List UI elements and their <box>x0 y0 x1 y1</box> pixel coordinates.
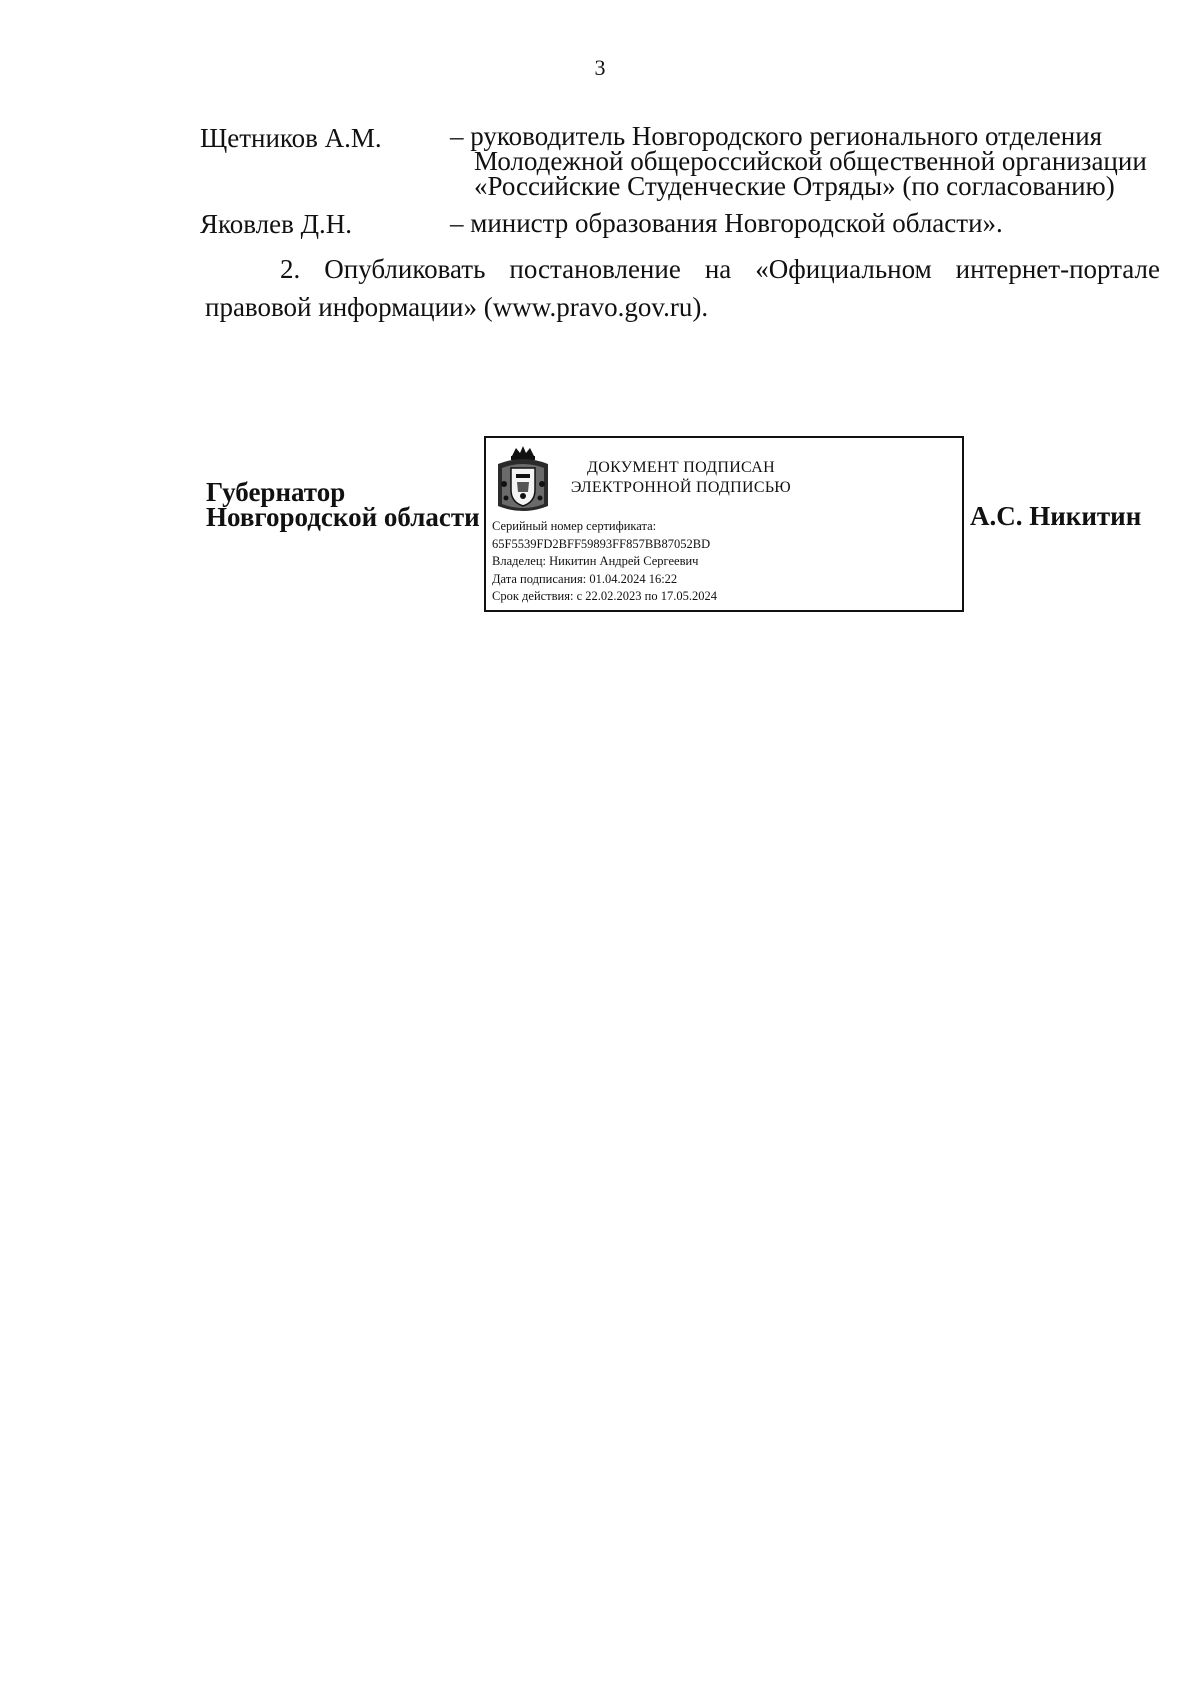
member-role-shchetnikov <box>450 121 1150 201</box>
certificate-serial-value: 65F5539FD2BFF59893FF857BB87052BD <box>492 536 711 551</box>
electronic-signature-stamp <box>484 436 964 612</box>
certificate-owner: Владелец: Никитин Андрей Сергеевич <box>492 554 699 568</box>
signatory-title-line: Губернатор <box>206 477 346 507</box>
certificate-validity: Срок действия: с 22.02.2023 по 17.05.2024 <box>492 589 717 603</box>
role-line: Молодежной общероссийской общественной организации <box>474 146 1147 176</box>
coat-of-arms-emblem-icon <box>494 444 552 516</box>
signatory-name: А.С. Никитин <box>970 501 1142 531</box>
paragraph-line: 2. Опубликовать постановление на «Официальном интернет-портале <box>280 254 1160 284</box>
certificate-serial-label: Серийный номер сертификата: <box>492 519 657 533</box>
paragraph-line: правовой информации» (www.pravo.gov.ru). <box>205 292 709 322</box>
page-number: 3 <box>594 55 606 80</box>
role-line: «Российские Студенческие Отряды» (по согласованию) <box>474 171 1115 201</box>
member-name-yakovlev: Яковлев Д.Н. <box>200 209 353 239</box>
signatory-title <box>206 477 480 532</box>
stamp-heading-line: ДОКУМЕНТ ПОДПИСАН <box>587 459 775 476</box>
signing-date: Дата подписания: 01.04.2024 16:22 <box>492 571 678 586</box>
stamp-heading <box>556 458 806 498</box>
signatory-title-line: Новгородской области <box>206 502 480 532</box>
member-role-yakovlev <box>450 208 1150 238</box>
stamp-heading-line: ЭЛЕКТРОННОЙ ПОДПИСЬЮ <box>570 479 792 496</box>
member-name-shchetnikov: Щетников А.М. <box>200 123 382 153</box>
publication-paragraph <box>205 250 1160 326</box>
role-line: – министр образования Новгородской области». <box>450 208 1003 238</box>
role-line: – руководитель Новгородского регионального отделения <box>450 121 1103 151</box>
stamp-details <box>492 518 717 606</box>
